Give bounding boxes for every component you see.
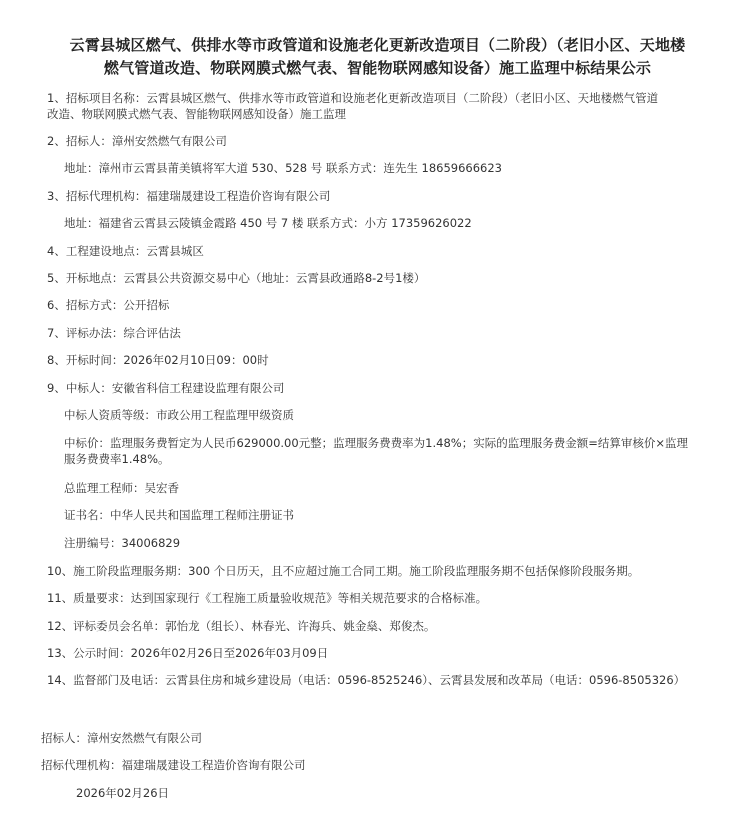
item-10	[47, 563, 639, 580]
item-14-number: 14、	[47, 673, 74, 687]
item-9-price-line-1: 中标价：监理服务费暂定为人民币629000.00元整；监理服务费费率为1.48%；实际的监理服务费金额=结算审核价×监理	[64, 436, 688, 450]
item-14	[47, 672, 685, 689]
title-line-2: 燃气管道改造、物联网膜式燃气表、智能物联网感知设备）施工监理中标结果公示	[103, 59, 652, 77]
item-10-text: 施工阶段监理服务期：300 个日历天，且不应超过施工合同工期。施工阶段监理服务期不包括保修阶段服务期。	[73, 564, 640, 578]
item-4-text: 工程建设地点：云霄县城区	[65, 244, 204, 258]
title-line-1: 云霄县城区燃气、供排水等市政管道和设施老化更新改造项目（二阶段）（老旧小区、天地楼	[69, 36, 686, 54]
item-13	[47, 645, 328, 662]
item-13-text: 公示时间：2026年02月26日至2026年03月09日	[73, 646, 329, 660]
item-6	[47, 297, 169, 314]
item-3-number: 3、	[47, 189, 66, 203]
footer-date: 2026年02月26日	[76, 786, 170, 800]
item-3	[47, 188, 330, 205]
item-14-text: 监督部门及电话：云霄县住房和城乡建设局（电话：0596-8525246）、云霄县发展和改革局（电话：0596-8505326）	[73, 673, 686, 687]
item-9-qualification: 中标人资质等级：市政公用工程监理甲级资质	[64, 408, 294, 422]
item-1-number: 1、	[47, 91, 66, 105]
item-7-text: 评标办法：综合评估法	[65, 326, 181, 340]
item-12-text: 评标委员会名单：郭怡龙（组长）、林春光、许海兵、姚金燊、郑俊杰。	[73, 619, 436, 633]
item-3-address: 地址：福建省云霄县云陵镇金霞路 450 号 7 楼 联系方式：小方 17359626022	[64, 216, 472, 230]
item-13-number: 13、	[47, 646, 74, 660]
item-1-line-2: 改造、物联网膜式燃气表、智能物联网感知设备）施工监理	[47, 107, 346, 121]
item-11-number: 11、	[47, 591, 74, 605]
item-8-number: 8、	[47, 353, 66, 367]
item-4	[47, 243, 204, 260]
item-5-text: 开标地点：云霄县公共资源交易中心（地址：云霄县政通路8-2号1楼）	[65, 271, 426, 285]
item-2-address: 地址：漳州市云霄县莆美镇将军大道 530、528 号 联系方式：连先生 18659666623	[64, 161, 503, 175]
item-9-reg-no: 注册编号：34006829	[64, 536, 181, 550]
item-7-number: 7、	[47, 326, 66, 340]
footer-tenderer: 招标人：漳州安然燃气有限公司	[41, 731, 202, 745]
item-5-number: 5、	[47, 271, 66, 285]
footer-agency: 招标代理机构：福建瑞晟建设工程造价咨询有限公司	[41, 758, 306, 772]
item-1-text: 招标项目名称：云霄县城区燃气、供排水等市政管道和设施老化更新改造项目（二阶段）（老旧小区、天地楼燃气管道	[65, 91, 659, 105]
item-9-certificate: 证书名：中华人民共和国监理工程师注册证书	[64, 508, 294, 522]
item-9-chief-engineer: 总监理工程师：吴宏香	[64, 481, 179, 495]
item-9-price-line-2: 服务费费率1.48%。	[64, 452, 170, 466]
item-9	[47, 380, 284, 397]
item-11-text: 质量要求：达到国家现行《工程施工质量验收规范》等相关规范要求的合格标准。	[73, 591, 488, 605]
item-6-text: 招标方式：公开招标	[65, 298, 170, 312]
item-10-number: 10、	[47, 564, 74, 578]
item-11	[47, 590, 487, 607]
item-7	[47, 325, 181, 342]
item-5	[47, 270, 425, 287]
item-12	[47, 618, 435, 635]
item-2-number: 2、	[47, 134, 66, 148]
page-title	[18, 34, 737, 80]
item-2	[47, 133, 227, 150]
item-3-text: 招标代理机构：福建瑞晟建设工程造价咨询有限公司	[65, 189, 331, 203]
item-2-text: 招标人：漳州安然燃气有限公司	[65, 134, 227, 148]
item-6-number: 6、	[47, 298, 66, 312]
item-4-number: 4、	[47, 244, 66, 258]
item-9-text: 中标人：安徽省科信工程建设监理有限公司	[65, 381, 285, 395]
item-8-text: 开标时间：2026年02月10日09：00时	[65, 353, 269, 367]
item-1-line-1	[47, 90, 658, 107]
item-12-number: 12、	[47, 619, 74, 633]
item-9-number: 9、	[47, 381, 66, 395]
item-8	[47, 352, 269, 369]
